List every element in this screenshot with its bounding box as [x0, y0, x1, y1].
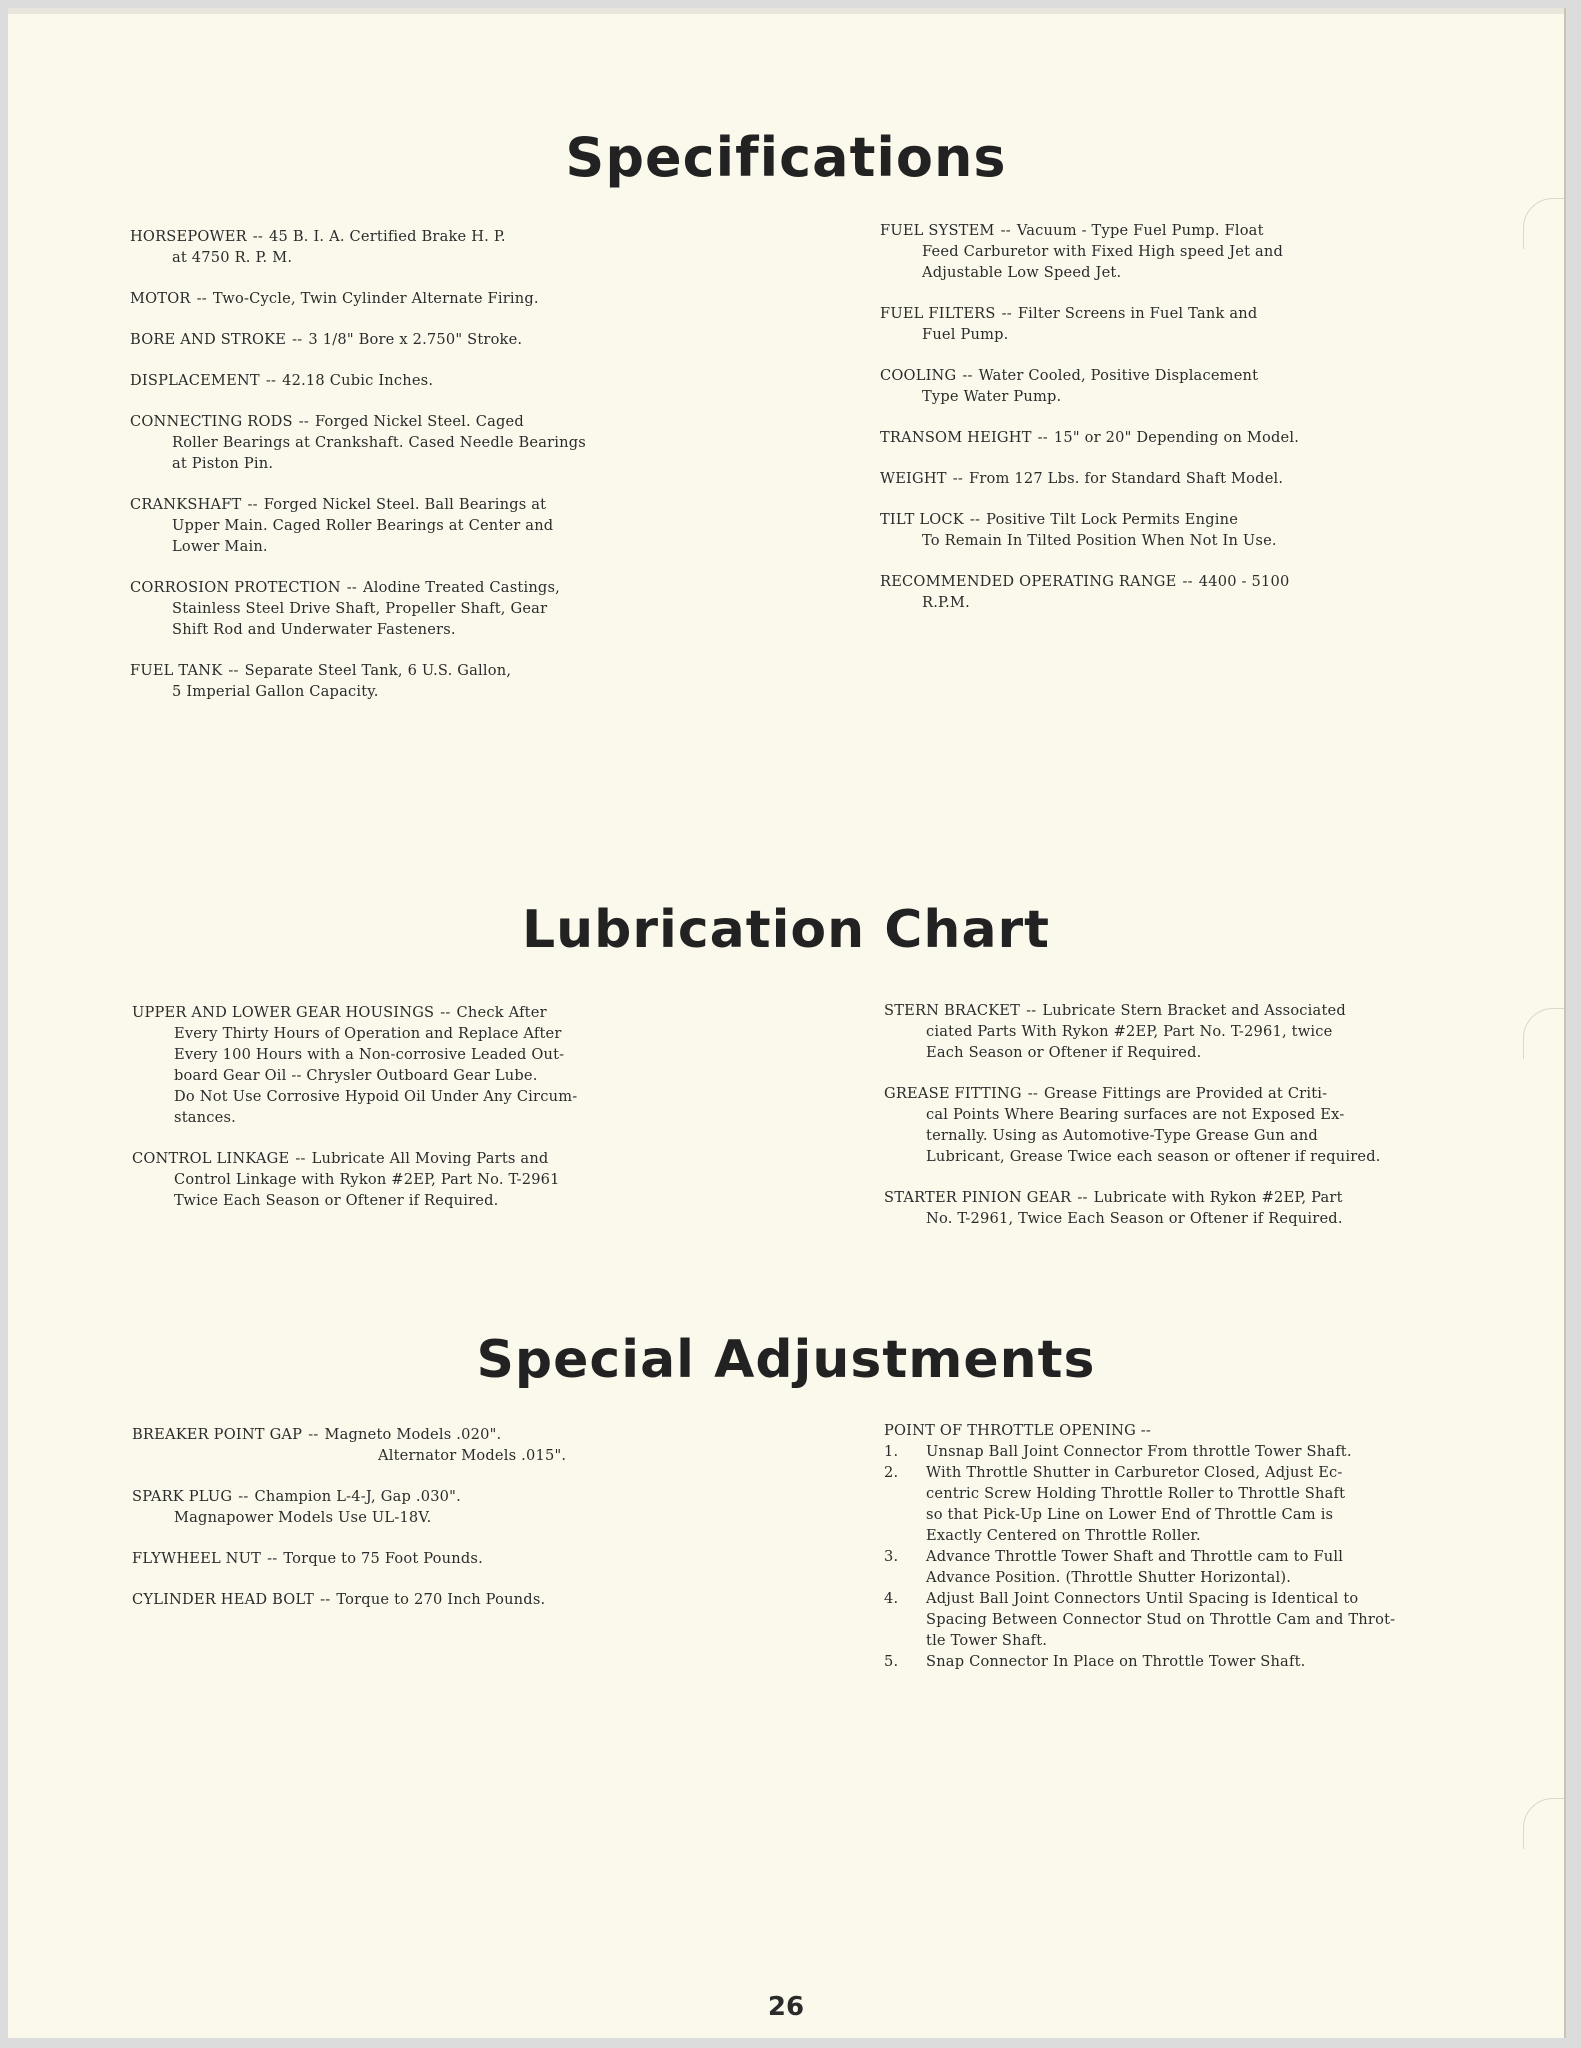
- procedure-step: [884, 1651, 1524, 1672]
- lubrication-left-column: [132, 1002, 732, 1231]
- step-text: so that Pick-Up Line on Lower End of Throttle Cam is: [926, 1506, 1334, 1523]
- spec-value: Lubricate with Rykon #2EP, Part: [1093, 1189, 1343, 1206]
- spec-label: WEIGHT: [880, 470, 947, 487]
- step-text: With Throttle Shutter in Carburetor Closed, Adjust Ec-: [926, 1464, 1343, 1481]
- step-text: Unsnap Ball Joint Connector From throttle Tower Shaft.: [926, 1443, 1352, 1460]
- spec-value: Adjustable Low Speed Jet.: [922, 264, 1122, 281]
- spec-value: Every Thirty Hours of Operation and Replace After: [174, 1025, 562, 1042]
- spec-value: 42.18 Cubic Inches.: [282, 372, 434, 389]
- spec-label: TRANSOM HEIGHT: [880, 429, 1032, 446]
- spec-value: Forged Nickel Steel. Ball Bearings at: [263, 496, 547, 513]
- binder-hole: [1523, 198, 1564, 249]
- spec-value: Water Cooled, Positive Displacement: [978, 367, 1259, 384]
- manual-page: [8, 8, 1566, 2038]
- step-number: 1.: [884, 1443, 899, 1460]
- spec-value: 45 B. I. A. Certified Brake H. P.: [269, 228, 506, 245]
- spec-value: 15" or 20" Depending on Model.: [1053, 429, 1300, 446]
- spec-value: Control Linkage with Rykon #2EP, Part No. T-2961: [174, 1171, 560, 1188]
- spec-value: Champion L-4-J, Gap .030".: [254, 1488, 461, 1505]
- step-text: Adjust Ball Joint Connectors Until Spacing is Identical to: [926, 1590, 1359, 1607]
- step-text: Advance Position. (Throttle Shutter Horizontal).: [926, 1569, 1292, 1586]
- spec-item: WEIGHT -- From 127 Lbs. for Standard Shaft Model.: [880, 470, 1284, 487]
- spec-label: CYLINDER HEAD BOLT: [132, 1591, 315, 1608]
- spec-label: TILT LOCK: [880, 511, 964, 528]
- spec-value: Stainless Steel Drive Shaft, Propeller Shaft, Gear: [172, 600, 548, 617]
- spec-item: BORE AND STROKE -- 3 1/8" Bore x 2.750" Stroke.: [130, 331, 523, 348]
- spec-value: Fuel Pump.: [922, 326, 1009, 343]
- spec-label: FUEL TANK: [130, 662, 223, 679]
- special-adjustments-title: Special Adjustments: [476, 1330, 1096, 1390]
- step-number: 2.: [884, 1464, 899, 1481]
- spec-label: CORROSION PROTECTION: [130, 579, 341, 596]
- spec-value: Every 100 Hours with a Non-corrosive Leaded Out-: [174, 1046, 565, 1063]
- spec-value: Two-Cycle, Twin Cylinder Alternate Firing.: [212, 290, 539, 307]
- spec-value: 5 Imperial Gallon Capacity.: [172, 683, 379, 700]
- spec-label: CONNECTING RODS: [130, 413, 293, 430]
- spec-value: Magneto Models .020".: [324, 1426, 502, 1443]
- page-number: 26: [767, 1992, 805, 2022]
- spec-label: HORSEPOWER: [130, 228, 247, 245]
- spec-label: COOLING: [880, 367, 957, 384]
- spec-value: Separate Steel Tank, 6 U.S. Gallon,: [244, 662, 512, 679]
- step-text: Snap Connector In Place on Throttle Tower Shaft.: [926, 1653, 1306, 1670]
- spec-value: Check After: [456, 1004, 547, 1021]
- spec-label: DISPLACEMENT: [130, 372, 260, 389]
- spec-value: To Remain In Tilted Position When Not In Use.: [922, 532, 1277, 549]
- spec-value: Feed Carburetor with Fixed High speed Jet and: [922, 243, 1284, 260]
- spec-item: RECOMMENDED OPERATING RANGE -- 4400 - 5100 R.P.M.: [880, 571, 1520, 613]
- spec-item: CORROSION PROTECTION -- Alodine Treated Castings, Stainless Steel Drive Shaft, Propeller Shaft, Gear Shift Rod and Underwater Fasteners.: [130, 577, 730, 640]
- specifications-left-column: [130, 226, 730, 722]
- spec-label: FUEL FILTERS: [880, 305, 996, 322]
- spec-label: FLYWHEEL NUT: [132, 1550, 262, 1567]
- spec-value: Do Not Use Corrosive Hypoid Oil Under Any Circum-: [174, 1088, 578, 1105]
- spec-label: RECOMMENDED OPERATING RANGE: [880, 573, 1177, 590]
- step-text: Exactly Centered on Throttle Roller.: [926, 1527, 1201, 1544]
- spec-label: CRANKSHAFT: [130, 496, 242, 513]
- spec-value: Lubricate All Moving Parts and: [311, 1150, 549, 1167]
- spec-value: Alternator Models .015".: [378, 1447, 567, 1464]
- spec-item: FUEL SYSTEM -- Vacuum - Type Fuel Pump. Float Feed Carburetor with Fixed High speed Jet and Adjustable Low Speed Jet.: [880, 220, 1520, 283]
- spec-value: ciated Parts With Rykon #2EP, Part No. T-2961, twice: [926, 1023, 1333, 1040]
- binder-hole: [1523, 1008, 1564, 1059]
- spec-value: Lubricate Stern Bracket and Associated: [1042, 1002, 1346, 1019]
- spec-value: Each Season or Oftener if Required.: [926, 1044, 1202, 1061]
- step-text: Spacing Between Connector Stud on Throttle Cam and Throt-: [926, 1611, 1396, 1628]
- spec-item: MOTOR -- Two-Cycle, Twin Cylinder Alternate Firing.: [130, 290, 539, 307]
- step-text: Advance Throttle Tower Shaft and Throttle cam to Full: [926, 1548, 1344, 1565]
- spec-value: at 4750 R. P. M.: [172, 249, 293, 266]
- spec-label: UPPER AND LOWER GEAR HOUSINGS: [132, 1004, 435, 1021]
- procedure-label: POINT OF THROTTLE OPENING --: [884, 1422, 1152, 1439]
- spec-value: Lower Main.: [172, 538, 268, 555]
- procedure-step: [884, 1462, 1524, 1546]
- procedure-step: [884, 1441, 1524, 1462]
- spec-label: FUEL SYSTEM: [880, 222, 995, 239]
- spec-item: TRANSOM HEIGHT -- 15" or 20" Depending on Model.: [880, 429, 1300, 446]
- spec-value: Upper Main. Caged Roller Bearings at Center and: [172, 517, 554, 534]
- step-text: centric Screw Holding Throttle Roller to Throttle Shaft: [926, 1485, 1346, 1502]
- spec-value: Roller Bearings at Crankshaft. Cased Needle Bearings: [172, 434, 586, 451]
- spec-value: board Gear Oil -- Chrysler Outboard Gear Lube.: [174, 1067, 538, 1084]
- spec-item: FLYWHEEL NUT -- Torque to 75 Foot Pounds.: [132, 1550, 483, 1567]
- spec-value: R.P.M.: [922, 594, 970, 611]
- spec-label: SPARK PLUG: [132, 1488, 233, 1505]
- throttle-opening-procedure: [884, 1420, 1524, 1672]
- spec-value: Positive Tilt Lock Permits Engine: [986, 511, 1239, 528]
- spec-value: at Piston Pin.: [172, 455, 274, 472]
- spec-value: Grease Fittings are Provided at Criti-: [1044, 1085, 1328, 1102]
- spec-label: STERN BRACKET: [884, 1002, 1021, 1019]
- spec-label: GREASE FITTING: [884, 1085, 1022, 1102]
- breaker-point-gap: BREAKER POINT GAP -- Magneto Models .020". Alternator Models .015".: [132, 1424, 752, 1466]
- lubrication-chart-title: Lubrication Chart: [521, 900, 1051, 960]
- procedure-step: [884, 1588, 1524, 1651]
- spec-label: MOTOR: [130, 290, 191, 307]
- spec-label: STARTER PINION GEAR: [884, 1189, 1072, 1206]
- spec-value: Torque to 270 Inch Pounds.: [336, 1591, 546, 1608]
- specifications-right-column: [880, 220, 1520, 633]
- adjustments-left-column: [132, 1424, 752, 1630]
- spec-value: Forged Nickel Steel. Caged: [314, 413, 524, 430]
- specifications-title: Specifications: [565, 126, 1007, 189]
- procedure-steps: [884, 1441, 1524, 1672]
- spec-item: DISPLACEMENT -- 42.18 Cubic Inches.: [130, 372, 434, 389]
- spec-item: TILT LOCK -- Positive Tilt Lock Permits Engine To Remain In Tilted Position When Not In Use.: [880, 509, 1520, 551]
- spec-item: SPARK PLUG -- Champion L-4-J, Gap .030". Magnapower Models Use UL-18V.: [132, 1486, 752, 1528]
- spec-item: GREASE FITTING -- Grease Fittings are Provided at Criti- cal Points Where Bearing surfaces are not Exposed Ex- ternally. Using as Automotive-Type Grease Gun and Lubricant, Grease Twice each season or oftener if required.: [884, 1083, 1524, 1167]
- spec-item: CONNECTING RODS -- Forged Nickel Steel. Caged Roller Bearings at Crankshaft. Cased Needle Bearings at Piston Pin.: [130, 411, 730, 474]
- spec-value: Torque to 75 Foot Pounds.: [283, 1550, 483, 1567]
- spec-value: 3 1/8" Bore x 2.750" Stroke.: [308, 331, 523, 348]
- spec-item: HORSEPOWER -- 45 B. I. A. Certified Brake H. P. at 4750 R. P. M.: [130, 226, 730, 268]
- spec-value: cal Points Where Bearing surfaces are not Exposed Ex-: [926, 1106, 1345, 1123]
- spec-item: UPPER AND LOWER GEAR HOUSINGS -- Check After Every Thirty Hours of Operation and Replace After Every 100 Hours with a Non-corrosive Leaded Out- board Gear Oil -- Chrysler Outboard Gear Lube. Do Not Use Corrosive Hypoid Oil Under Any Circum- stances.: [132, 1002, 732, 1128]
- spec-value: No. T-2961, Twice Each Season or Oftener if Required.: [926, 1210, 1343, 1227]
- step-number: 3.: [884, 1548, 899, 1565]
- spec-item: STARTER PINION GEAR -- Lubricate with Rykon #2EP, Part No. T-2961, Twice Each Season or Oftener if Required.: [884, 1187, 1524, 1229]
- spec-value: Filter Screens in Fuel Tank and: [1017, 305, 1258, 322]
- spec-label: CONTROL LINKAGE: [132, 1150, 290, 1167]
- step-text: tle Tower Shaft.: [926, 1632, 1048, 1649]
- binder-hole: [1523, 1798, 1564, 1849]
- spec-value: Twice Each Season or Oftener if Required.: [174, 1192, 499, 1209]
- spec-item: CRANKSHAFT -- Forged Nickel Steel. Ball Bearings at Upper Main. Caged Roller Bearings at Center and Lower Main.: [130, 494, 730, 557]
- step-number: 5.: [884, 1653, 899, 1670]
- spec-value: From 127 Lbs. for Standard Shaft Model.: [969, 470, 1284, 487]
- spec-item: CYLINDER HEAD BOLT -- Torque to 270 Inch Pounds.: [132, 1591, 546, 1608]
- spec-value: Lubricant, Grease Twice each season or oftener if required.: [926, 1148, 1381, 1165]
- procedure-step: [884, 1546, 1524, 1588]
- spec-value: Magnapower Models Use UL-18V.: [174, 1509, 432, 1526]
- spec-item: COOLING -- Water Cooled, Positive Displacement Type Water Pump.: [880, 365, 1520, 407]
- spec-item: FUEL TANK -- Separate Steel Tank, 6 U.S. Gallon, 5 Imperial Gallon Capacity.: [130, 660, 730, 702]
- spec-value: 4400 - 5100: [1198, 573, 1290, 590]
- spec-value: Type Water Pump.: [922, 388, 1062, 405]
- spec-value: ternally. Using as Automotive-Type Grease Gun and: [926, 1127, 1318, 1144]
- spec-value: Shift Rod and Underwater Fasteners.: [172, 621, 456, 638]
- spec-item: CONTROL LINKAGE -- Lubricate All Moving Parts and Control Linkage with Rykon #2EP, Part No. T-2961 Twice Each Season or Oftener if Required.: [132, 1148, 732, 1211]
- spec-label: BORE AND STROKE: [130, 331, 287, 348]
- spec-item: STERN BRACKET -- Lubricate Stern Bracket and Associated ciated Parts With Rykon #2EP, Part No. T-2961, twice Each Season or Oftener if Required.: [884, 1000, 1524, 1063]
- lubrication-right-column: [884, 1000, 1524, 1249]
- step-number: 4.: [884, 1590, 899, 1607]
- spec-value: Alodine Treated Castings,: [363, 579, 560, 596]
- spec-item: FUEL FILTERS -- Filter Screens in Fuel Tank and Fuel Pump.: [880, 303, 1520, 345]
- spec-value: Vacuum - Type Fuel Pump. Float: [1016, 222, 1264, 239]
- spec-value: stances.: [174, 1109, 236, 1126]
- spec-label: BREAKER POINT GAP: [132, 1426, 303, 1443]
